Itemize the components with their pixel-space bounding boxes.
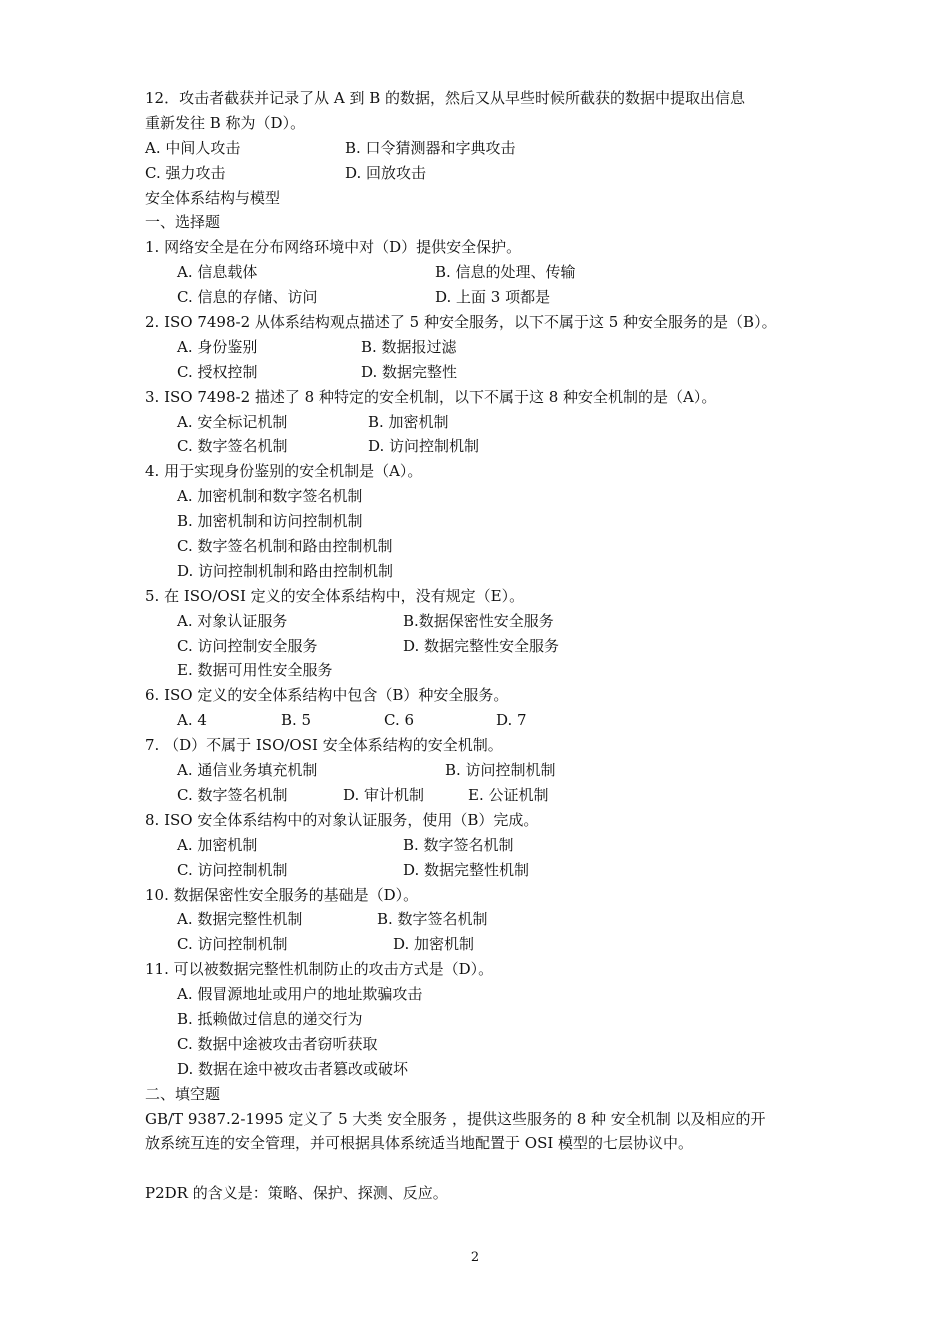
option-b: B. 数字签名机制 <box>377 910 488 929</box>
blank-line <box>145 1156 825 1181</box>
question-12-options-row <box>145 136 825 161</box>
option-d: D. 访问控制机制和路由控制机制 <box>177 561 394 580</box>
question-5-stem: 5. 在 ISO/OSI 定义的安全体系结构中，没有规定（E）。 <box>145 586 525 605</box>
part-2-heading: 二、填空题 <box>145 1084 221 1103</box>
question-12-line-1: 12．攻击者截获并记录了从 A 到 B 的数据，然后又从早些时候所截获的数据中提取出信息 <box>145 89 746 107</box>
question-10-options-row <box>145 932 825 957</box>
question-11-stem: 11. 可以被数据完整性机制防止的攻击方式是（D）。 <box>145 960 494 979</box>
question-10-stem: 10. 数据保密性安全服务的基础是（D）。 <box>145 885 419 904</box>
part-1-heading: 一、选择题 <box>145 213 221 232</box>
section-title: 安全体系结构与模型 <box>145 188 281 207</box>
option-b: B. 数字签名机制 <box>403 835 514 854</box>
option-a: A. 加密机制和数字签名机制 <box>177 487 363 506</box>
option-d: D. 数据完整性安全服务 <box>403 636 560 655</box>
option-d: D. 数据在途中被攻击者篡改或破坏 <box>177 1059 409 1078</box>
option-c: C. 强力攻击 <box>145 163 226 182</box>
question-2-stem: 2. ISO 7498-2 从体系结构观点描述了 5 种安全服务，以下不属于这 5 种安全服务的是（B）。 <box>145 313 777 332</box>
option-c: C. 访问控制机制 <box>177 935 288 954</box>
option-d: D. 数据完整性机制 <box>403 860 530 879</box>
question-5-options-row <box>145 634 825 659</box>
option-a: A. 加密机制 <box>177 835 258 854</box>
question-2-options-row <box>145 360 825 385</box>
option-d: D. 数据完整性 <box>361 362 458 381</box>
fill-in-1-line-1: GB/T 9387.2-1995 定义了 5 大类 安全服务 ，提供这些服务的 8 种 安全机制 以及相应的开 <box>145 1109 766 1128</box>
question-7-stem: 7. （D）不属于 ISO/OSI 安全体系结构的安全机制。 <box>145 736 503 755</box>
question-12-options-row <box>145 161 825 186</box>
question-12-line-2: 重新发往 B 称为（D）。 <box>145 113 306 132</box>
question-7-options-row <box>145 783 825 808</box>
option-c: C. 6 <box>384 711 415 730</box>
option-d: D. 回放攻击 <box>345 163 427 182</box>
question-1-stem: 1. 网络安全是在分布网络环境中对（D）提供安全保护。 <box>145 238 522 257</box>
question-8-options-row <box>145 858 825 883</box>
question-3-options-row <box>145 410 825 435</box>
option-b: B. 抵赖做过信息的递交行为 <box>177 1009 363 1028</box>
question-3-options-row <box>145 434 825 459</box>
option-b: B. 5 <box>281 711 312 730</box>
option-a: A. 对象认证服务 <box>177 611 288 630</box>
option-c: C. 访问控制机制 <box>177 860 288 879</box>
option-c: C. 数字签名机制 <box>177 785 288 804</box>
option-c: C. 信息的存储、访问 <box>177 288 318 307</box>
option-b: B. 加密机制和访问控制机制 <box>177 512 363 531</box>
option-a: A. 通信业务填充机制 <box>177 761 318 780</box>
option-d: D. 加密机制 <box>393 935 475 954</box>
option-a: A. 安全标记机制 <box>177 412 288 431</box>
question-6-stem: 6. ISO 定义的安全体系结构中包含（B）种安全服务。 <box>145 686 509 705</box>
question-1-options-row <box>145 285 825 310</box>
question-5-options-row <box>145 609 825 634</box>
question-8-options-row <box>145 833 825 858</box>
option-a: A. 假冒源地址或用户的地址欺骗攻击 <box>177 985 423 1004</box>
option-d: D. 访问控制机制 <box>368 437 480 456</box>
option-c: C. 数字签名机制和路由控制机制 <box>177 537 393 556</box>
question-2-options-row <box>145 335 825 360</box>
option-b: B. 加密机制 <box>368 412 449 431</box>
question-10-options-row <box>145 907 825 932</box>
option-d: D. 上面 3 项都是 <box>435 288 551 307</box>
option-d: D. 7 <box>496 711 527 730</box>
question-8-stem: 8. ISO 安全体系结构中的对象认证服务，使用（B）完成。 <box>145 810 539 829</box>
option-b: B. 数据报过滤 <box>361 337 457 356</box>
option-c: C. 授权控制 <box>177 362 258 381</box>
question-3-stem: 3. ISO 7498-2 描述了 8 种特定的安全机制，以下不属于这 8 种安全机制的是（A）。 <box>145 387 717 406</box>
option-a: A. 数据完整性机制 <box>177 910 303 929</box>
fill-in-2: P2DR 的含义是：策略、保护、探测、反应。 <box>145 1184 448 1203</box>
option-a: A. 4 <box>177 711 207 730</box>
question-1-options-row <box>145 260 825 285</box>
page-number: 2 <box>470 1250 480 1265</box>
option-b: B. 口令猜测器和字典攻击 <box>345 138 516 157</box>
question-6-options-row <box>145 708 825 733</box>
option-b: B. 信息的处理、传输 <box>435 263 576 282</box>
question-4-stem: 4. 用于实现身份鉴别的安全机制是（A）。 <box>145 462 423 481</box>
option-e: E. 公证机制 <box>468 785 549 804</box>
question-7-options-row <box>145 758 825 783</box>
option-a: A. 信息载体 <box>177 263 258 282</box>
option-a: A. 中间人攻击 <box>145 138 241 157</box>
option-c: C. 数字签名机制 <box>177 437 288 456</box>
option-b: B.数据保密性安全服务 <box>403 611 554 630</box>
option-a: A. 身份鉴别 <box>177 337 258 356</box>
fill-in-1-line-2: 放系统互连的安全管理，并可根据具体系统适当地配置于 OSI 模型的七层协议中。 <box>145 1134 694 1153</box>
option-e: E. 数据可用性安全服务 <box>177 661 333 680</box>
option-c: C. 访问控制安全服务 <box>177 636 318 655</box>
option-b: B. 访问控制机制 <box>445 761 556 780</box>
option-d: D. 审计机制 <box>343 785 425 804</box>
page-content <box>145 86 825 1206</box>
option-c: C. 数据中途被攻击者窃听获取 <box>177 1034 378 1053</box>
